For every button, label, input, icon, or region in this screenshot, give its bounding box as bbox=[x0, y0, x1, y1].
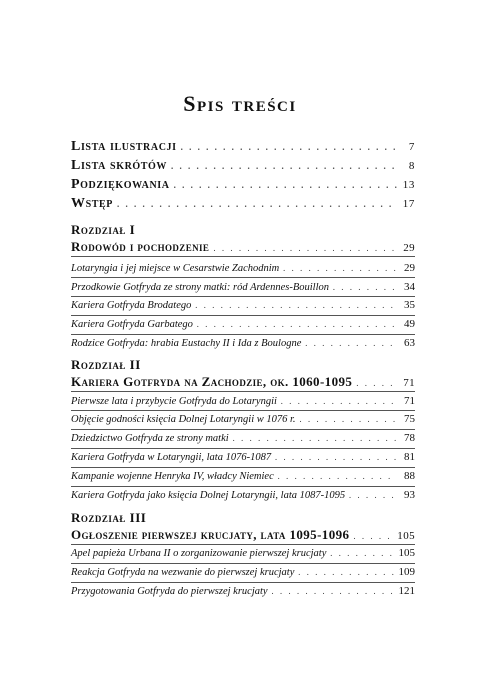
leader-dots bbox=[233, 433, 397, 443]
toc-label: Kariera Gotfryda Brodatego bbox=[71, 300, 192, 311]
toc-page-number: 71 bbox=[404, 395, 415, 407]
leader-dots bbox=[272, 586, 395, 596]
toc-label: Kariera Gotfryda Garbatego bbox=[71, 319, 193, 330]
toc-label: Apel papieża Urbana II o zorganizowanie pierwszej krucjaty bbox=[71, 548, 327, 559]
toc-label: Kampanie wojenne Henryka IV, władcy Niemiec bbox=[71, 471, 274, 482]
toc-entry bbox=[71, 470, 415, 482]
toc-entry bbox=[71, 566, 415, 578]
toc-entry bbox=[71, 299, 415, 311]
leader-dots bbox=[349, 490, 397, 500]
chapter-label: Rozdział II bbox=[71, 357, 141, 372]
toc-entry bbox=[71, 432, 415, 444]
toc-page-number: 105 bbox=[397, 530, 415, 542]
chapter-heading: Kariera Gotfryda na Zachodzie, ok. 1060-1095 bbox=[71, 374, 353, 389]
divider bbox=[71, 410, 415, 411]
toc-label: Dziedzictwo Gotfryda ze strony matki bbox=[71, 433, 229, 444]
toc-entry bbox=[71, 395, 415, 407]
leader-dots bbox=[213, 243, 397, 253]
toc-entry bbox=[71, 318, 415, 330]
toc-page-number: 88 bbox=[404, 470, 415, 482]
divider bbox=[71, 391, 415, 392]
toc-page-number: 8 bbox=[408, 160, 415, 172]
leader-dots bbox=[333, 282, 397, 292]
toc-page-number: 81 bbox=[404, 451, 415, 463]
toc-label: Objęcie godności księcia Dolnej Lotaryngii w 1076 r. bbox=[71, 414, 296, 425]
leader-dots bbox=[197, 319, 397, 329]
leader-dots bbox=[278, 471, 397, 481]
toc-page-number: 29 bbox=[403, 242, 415, 254]
divider bbox=[71, 256, 415, 257]
leader-dots bbox=[195, 300, 397, 310]
toc-label: Lista skrótów bbox=[71, 158, 168, 173]
toc-entry bbox=[71, 413, 415, 425]
toc-page-number: 34 bbox=[404, 281, 415, 293]
leader-dots bbox=[305, 338, 397, 348]
page-title: Spis treści bbox=[183, 91, 297, 116]
toc-label: Przodkowie Gotfryda ze strony matki: ród Ardennes-Bouillon bbox=[71, 282, 329, 293]
toc-label: Kariera Gotfryda jako księcia Dolnej Lotaryngii, lata 1087-1095 bbox=[71, 490, 346, 501]
toc-page-number: 71 bbox=[403, 377, 415, 389]
toc-label: Lotaryngia i jej miejsce w Cesarstwie Zachodnim bbox=[71, 263, 280, 274]
toc-page-number: 75 bbox=[404, 413, 415, 425]
leader-dots bbox=[330, 548, 394, 558]
toc-label: Kariera Gotfryda w Lotaryngii, lata 1076-1087 bbox=[71, 452, 272, 463]
toc-label: Pierwsze lata i przybycie Gotfryda do Lotaryngii bbox=[71, 396, 277, 407]
toc-page-number: 7 bbox=[408, 141, 415, 153]
toc-entry bbox=[71, 489, 415, 501]
divider bbox=[71, 448, 415, 449]
chapter-heading: Ogłoszenie pierwszej krucjaty, lata 1095-1096 bbox=[71, 527, 350, 542]
toc-page-number: 78 bbox=[404, 432, 415, 444]
toc-entry bbox=[71, 547, 415, 559]
toc-label: Lista ilustracji bbox=[71, 139, 177, 154]
toc-label: Podziękowania bbox=[71, 177, 170, 192]
divider bbox=[71, 544, 415, 545]
leader-dots bbox=[353, 531, 393, 541]
leader-dots bbox=[298, 567, 394, 577]
chapter-heading-row bbox=[71, 239, 415, 255]
chapter-heading-row bbox=[71, 374, 415, 390]
leader-dots bbox=[281, 396, 397, 406]
leader-dots bbox=[300, 414, 397, 424]
chapter-label: Rozdział I bbox=[71, 222, 136, 237]
leader-dots bbox=[356, 378, 397, 388]
toc-entry bbox=[71, 337, 415, 349]
toc-label: Reakcja Gotfryda na wezwanie do pierwszej krucjaty bbox=[71, 567, 295, 578]
leader-dots bbox=[117, 199, 397, 209]
chapter-label: Rozdział III bbox=[71, 510, 147, 525]
divider bbox=[71, 277, 415, 278]
toc-page-number: 93 bbox=[404, 489, 415, 501]
toc-entry bbox=[71, 262, 415, 274]
divider bbox=[71, 467, 415, 468]
toc-row-front-matter bbox=[71, 177, 415, 193]
divider bbox=[71, 296, 415, 297]
chapter-heading: Rodowód i pochodzenie bbox=[71, 239, 210, 254]
toc-page-number: 121 bbox=[398, 585, 415, 597]
divider bbox=[71, 315, 415, 316]
toc-page-number: 35 bbox=[404, 299, 415, 311]
leader-dots bbox=[171, 161, 397, 171]
toc-label: Przygotowania Gotfryda do pierwszej krucjaty bbox=[71, 586, 268, 597]
chapter-heading-row bbox=[71, 527, 415, 543]
divider bbox=[71, 486, 415, 487]
divider bbox=[71, 563, 415, 564]
toc-label: Rodzice Gotfryda: hrabia Eustachy II i Ida z Boulogne bbox=[71, 338, 302, 349]
toc-page-number: 63 bbox=[404, 337, 415, 349]
divider bbox=[71, 334, 415, 335]
leader-dots bbox=[283, 263, 397, 273]
toc-entry bbox=[71, 451, 415, 463]
leader-dots bbox=[181, 142, 397, 152]
toc-page-number: 13 bbox=[402, 179, 415, 191]
toc-label: Wstęp bbox=[71, 196, 114, 211]
leader-dots bbox=[275, 452, 397, 462]
toc-page-number: 29 bbox=[404, 262, 415, 274]
toc-row-front-matter bbox=[71, 158, 415, 174]
toc-page-number: 105 bbox=[398, 547, 415, 559]
toc-page-number: 49 bbox=[404, 318, 415, 330]
divider bbox=[71, 429, 415, 430]
toc-page-number: 109 bbox=[398, 566, 415, 578]
toc-page-number: 17 bbox=[402, 198, 415, 210]
toc-entry bbox=[71, 281, 415, 293]
leader-dots bbox=[174, 180, 397, 190]
toc-row-front-matter bbox=[71, 139, 415, 155]
toc-row-front-matter bbox=[71, 196, 415, 212]
toc-entry bbox=[71, 585, 415, 597]
divider bbox=[71, 582, 415, 583]
